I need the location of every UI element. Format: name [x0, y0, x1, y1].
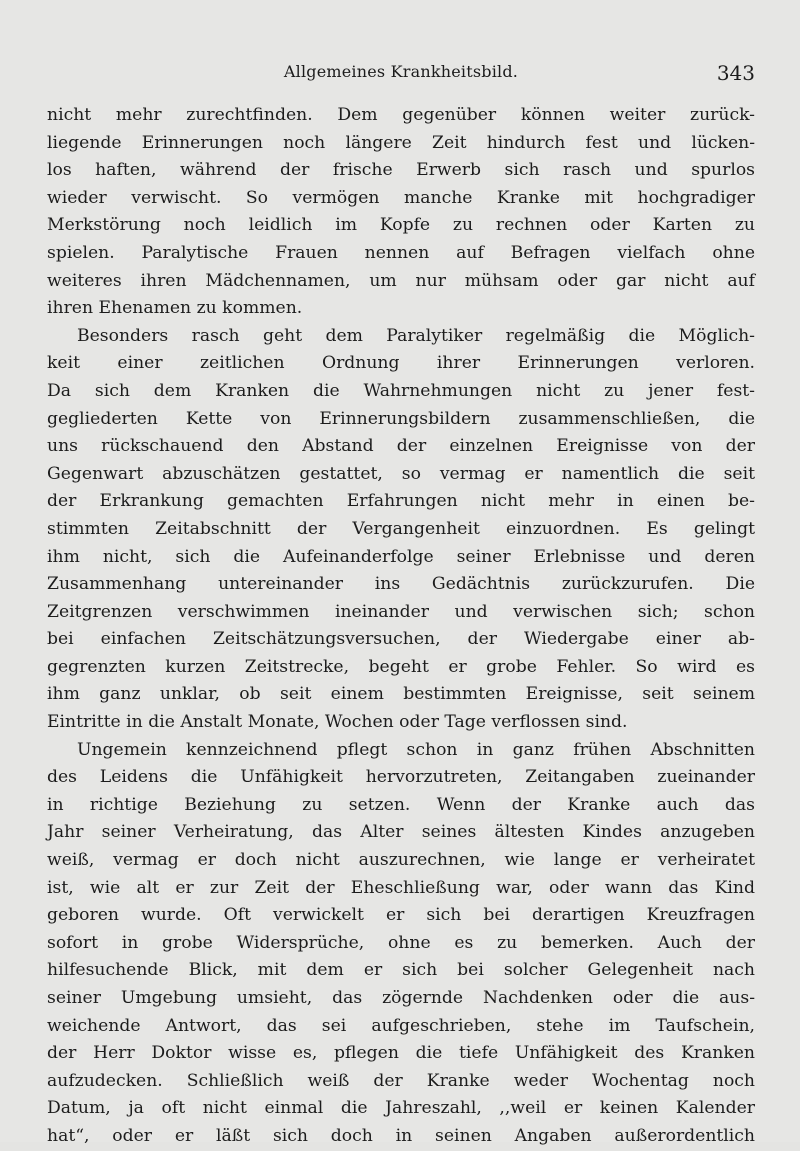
text-line: ihm ganz unklar, ob seit einem bestimmten Ereignisse, seit seinem [47, 684, 755, 705]
text-line: hilfesuchende Blick, mit dem er sich bei solcher Gelegenheit nach [47, 960, 755, 981]
text-line: ihren Ehenamen zu kommen. [47, 298, 303, 319]
text-line: los haften, während der frische Erwerb sich rasch und spurlos [47, 160, 755, 181]
text-line: Zeitgrenzen verschwimmen ineinander und verwischen sich; schon [47, 601, 755, 622]
text-line: des Leidens die Unfähigkeit hervorzutreten, Zeitangaben zueinander [47, 767, 755, 788]
text-line: wieder verwischt. So vermögen manche Kranke mit hochgradiger [47, 187, 755, 208]
text-line: geboren wurde. Oft verwickelt er sich bei derartigen Kreuzfragen [47, 905, 755, 926]
text-line: gegrenzten kurzen Zeitstrecke, begeht er grobe Fehler. So wird es [47, 656, 755, 677]
paragraph [47, 323, 755, 737]
page-number: 343 [716, 61, 755, 85]
text-line: Jahr seiner Verheiratung, das Alter seines ältesten Kindes anzugeben [47, 822, 755, 843]
text-line: Zusammenhang untereinander ins Gedächtnis zurückzurufen. Die [47, 574, 755, 595]
text-line: keit einer zeitlichen Ordnung ihrer Erinnerungen verloren. [47, 353, 755, 374]
text-line: Besonders rasch geht dem Paralytiker regelmäßig die Möglich- [77, 325, 755, 346]
text-line: weiteres ihren Mädchennamen, um nur mühsam oder gar nicht auf [47, 270, 755, 291]
text-line: uns rückschauend den Abstand der einzelnen Ereignisse von der [47, 436, 755, 457]
text-line: weiß, vermag er doch nicht auszurechnen, wie lange er verheiratet [47, 850, 755, 871]
text-line: Merkstörung noch leidlich im Kopfe zu rechnen oder Karten zu [47, 215, 755, 236]
text-line: liegende Erinnerungen noch längere Zeit hindurch fest und lücken- [47, 132, 755, 153]
text-line: aufzudecken. Schließlich weiß der Kranke weder Wochentag noch [47, 1070, 755, 1091]
text-line: seiner Umgebung umsieht, das zögernde Nachdenken oder die aus- [47, 988, 755, 1008]
paragraph [47, 102, 755, 323]
text-line: ist, wie alt er zur Zeit der Eheschließung war, oder wann das Kind [47, 877, 755, 898]
text-line: bei einfachen Zeitschätzungsversuchen, der Wiedergabe einer ab- [47, 629, 755, 650]
text-line: spielen. Paralytische Frauen nennen auf Befragen vielfach ohne [47, 242, 755, 263]
text-line: der Erkrankung gemachten Erfahrungen nicht mehr in einen be- [47, 491, 755, 512]
page-header [47, 62, 755, 90]
text-line: hat“, oder er läßt sich doch in seinen Angaben außerordentlich [47, 1125, 755, 1146]
text-line: weichende Antwort, das sei aufgeschrieben, stehe im Taufschein, [47, 1015, 755, 1036]
text-line: sofort in grobe Widersprüche, ohne es zu bemerken. Auch der [47, 932, 755, 953]
text-line: Datum, ja oft nicht einmal die Jahreszahl, ,,weil er keinen Kalender [47, 1098, 755, 1119]
text-line: in richtige Beziehung zu setzen. Wenn der Kranke auch das [47, 794, 755, 815]
paragraph [47, 737, 755, 1151]
text-line: gegliederten Kette von Erinnerungsbildern zusammenschließen, die [47, 408, 755, 429]
text-line: Gegenwart abzuschätzen gestattet, so vermag er namentlich die seit [47, 463, 755, 484]
text-line: Da sich dem Kranken die Wahrnehmungen nicht zu jener fest- [47, 380, 755, 401]
body-text [47, 102, 755, 1151]
text-line: Ungemein kennzeichnend pflegt schon in ganz frühen Abschnitten [77, 739, 755, 760]
text-line: stimmten Zeitabschnitt der Vergangenheit einzuordnen. Es gelingt [47, 518, 755, 539]
text-line: der Herr Doktor wisse es, pflegen die tiefe Unfähigkeit des Kranken [47, 1043, 755, 1064]
text-line: ihm nicht, sich die Aufeinanderfolge seiner Erlebnisse und deren [47, 546, 755, 567]
text-line: Eintritte in die Anstalt Monate, Wochen oder Tage verflossen sind. [47, 712, 628, 733]
running-title: Allgemeines Krankheitsbild. [283, 62, 519, 81]
text-line: nicht mehr zurechtfinden. Dem gegenüber können weiter zurück- [47, 105, 755, 125]
